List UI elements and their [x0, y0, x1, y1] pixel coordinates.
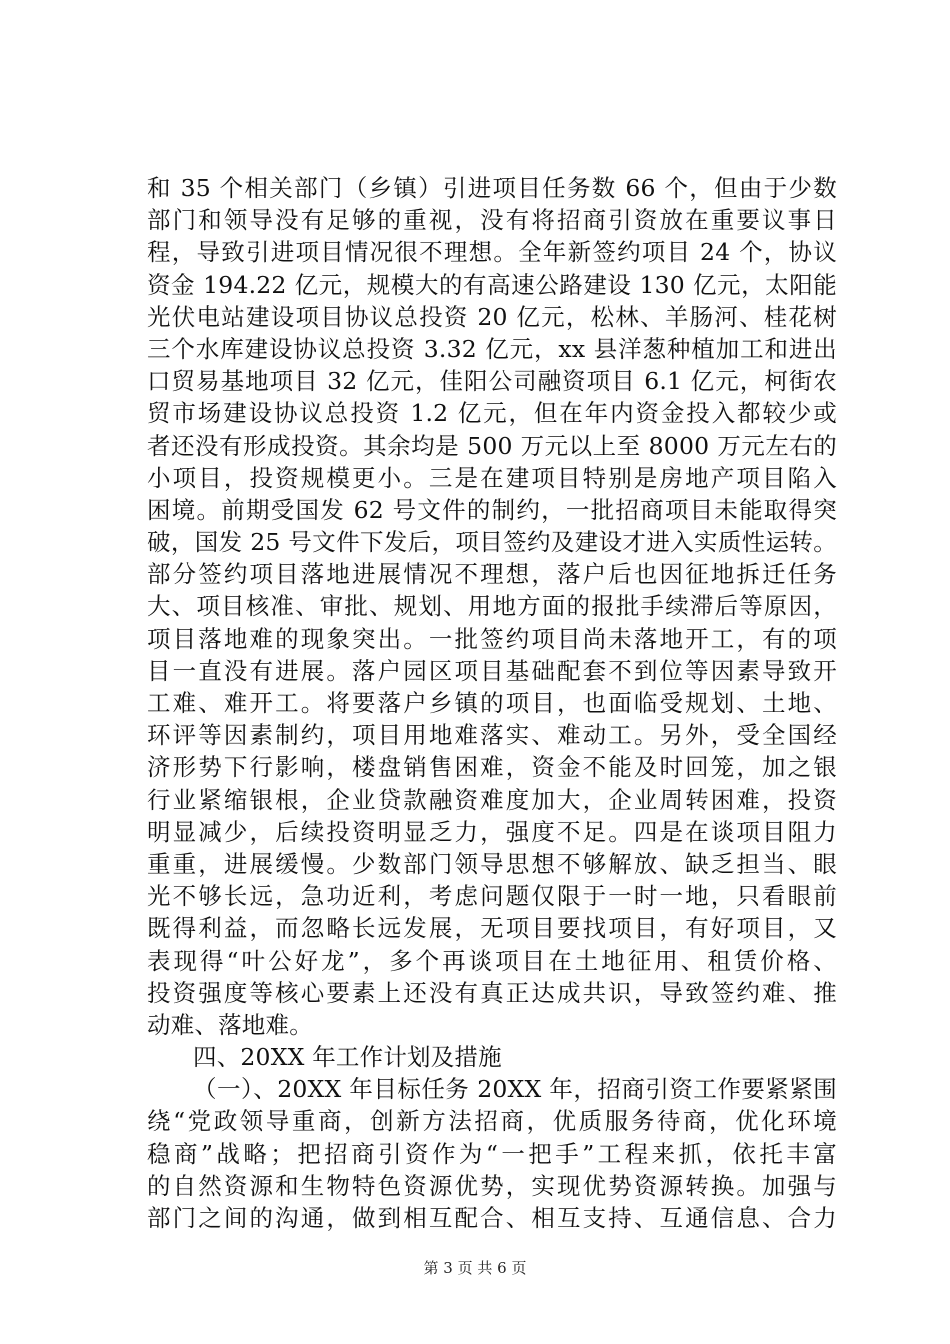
- text-line: 光不够长远，急功近利，考虑问题仅限于一时一地，只看眼前: [147, 882, 837, 911]
- text-line: 部门之间的沟通，做到相互配合、相互支持、互通信息、合力: [147, 1204, 837, 1232]
- text-line: 环评等因素制约，项目用地难落实、难动工。另外，受全国经: [147, 721, 837, 750]
- text-line: 济形势下行影响，楼盘销售困难，资金不能及时回笼，加之银: [147, 753, 837, 782]
- text-line: 和 35 个相关部门（乡镇）引进项目任务数 66 个，但由于少数: [147, 174, 837, 202]
- text-line: 口贸易基地项目 32 亿元，佳阳公司融资项目 6.1 亿元，柯街农: [147, 367, 837, 396]
- text-line: 三个水库建设协议总投资 3.32 亿元，xx 县洋葱种植加工和进出: [147, 334, 837, 363]
- text-line: 表现得“叶公好龙”，多个再谈项目在土地征用、租赁价格、: [147, 946, 837, 975]
- page-footer: 第 3 页 共 6 页: [423, 1259, 527, 1277]
- text-line: 小项目，投资规模更小。三是在建项目特别是房地产项目陷入: [147, 463, 837, 492]
- text-line: 稳商”战略；把招商引资作为“一把手”工程来抓，依托丰富: [147, 1139, 837, 1168]
- text-line: 破，国发 25 号文件下发后，项目签约及建设才进入实质性运转。: [147, 528, 837, 557]
- text-line: 资金 194.22 亿元，规模大的有高速公路建设 130 亿元，太阳能: [147, 270, 837, 299]
- text-line: 大、项目核准、审批、规划、用地方面的报批手续滞后等原因，: [147, 592, 837, 621]
- text-line: 部门和领导没有足够的重视，没有将招商引资放在重要议事日: [147, 206, 837, 235]
- text-line: 目一直没有进展。落户园区项目基础配套不到位等因素导致开: [147, 656, 837, 685]
- text-line: 贸市场建设协议总投资 1.2 亿元，但在年内资金投入都较少或: [147, 399, 837, 428]
- text-line: 项目落地难的现象突出。一批签约项目尚未落地开工，有的项: [147, 624, 837, 653]
- section-heading: 四、20XX 年工作计划及措施: [193, 1043, 502, 1072]
- text-line: 工难、难开工。将要落户乡镇的项目，也面临受规划、土地、: [147, 689, 837, 717]
- text-line: 困境。前期受国发 62 号文件的制约，一批招商项目未能取得突: [147, 495, 837, 524]
- text-line: 的自然资源和生物特色资源优势，实现优势资源转换。加强与: [147, 1171, 837, 1200]
- text-line: 绕“党政领导重商，创新方法招商，优质服务待商，优化环境: [147, 1107, 837, 1136]
- text-line: 行业紧缩银根，企业贷款融资难度加大，企业周转困难，投资: [147, 785, 837, 814]
- text-line: 光伏电站建设项目协议总投资 20 亿元，松林、羊肠河、桂花树: [147, 302, 837, 331]
- body-text: [147, 172, 837, 1234]
- text-line: 重重，进展缓慢。少数部门领导思想不够解放、缺乏担当、眼: [147, 849, 837, 878]
- text-line: 动难、落地难。: [147, 1010, 313, 1039]
- text-line: （一）、20XX 年目标任务 20XX 年，招商引资工作要紧紧围: [193, 1075, 837, 1104]
- text-line: 既得利益，而忽略长远发展，无项目要找项目，有好项目，又: [147, 914, 837, 943]
- text-line: 投资强度等核心要素上还没有真正达成共识，导致签约难、推: [147, 978, 837, 1007]
- text-line: 者还没有形成投资。其余均是 500 万元以上至 8000 万元左右的: [147, 431, 837, 460]
- text-line: 程，导致引进项目情况很不理想。全年新签约项目 24 个，协议: [147, 238, 837, 267]
- text-line: 部分签约项目落地进展情况不理想，落户后也因征地拆迁任务: [147, 560, 837, 589]
- text-line: 明显减少，后续投资明显乏力，强度不足。四是在谈项目阻力: [147, 817, 837, 846]
